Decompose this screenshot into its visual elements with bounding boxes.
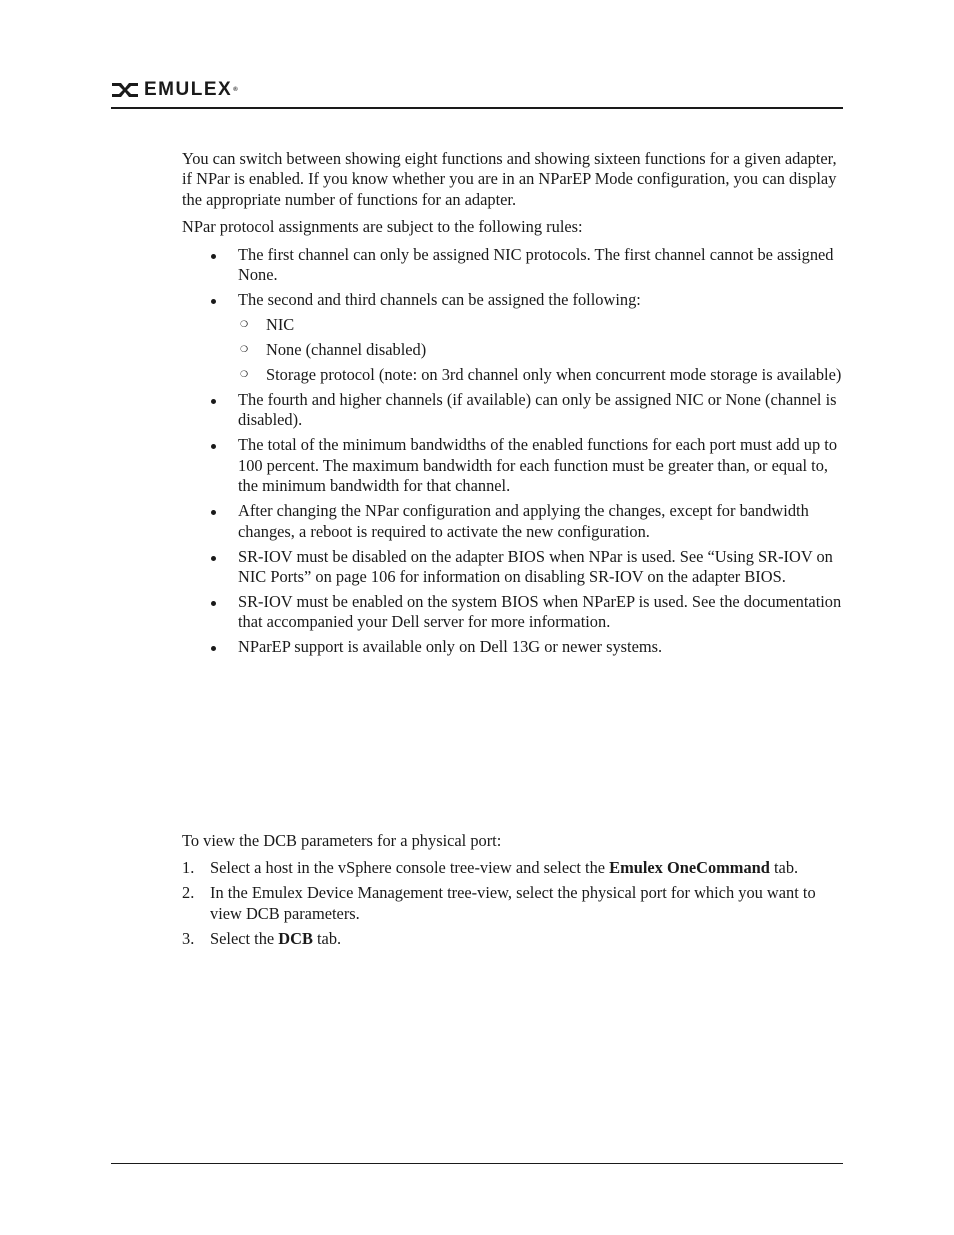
bullet-icon — [211, 601, 216, 606]
emulex-mark-icon — [111, 80, 139, 100]
bullet-icon — [211, 556, 216, 561]
step-item: 1. Select a host in the vSphere console tree-view and select the Emulex OneCommand tab. — [182, 858, 799, 878]
rules-paragraph: NPar protocol assignments are subject to the following rules: — [182, 217, 583, 237]
bullet-icon — [211, 254, 216, 259]
step-item: 3. Select the DCB tab. — [182, 928, 342, 948]
sub-list-item: ❍ None (channel disabled) — [240, 340, 427, 360]
footer-rule — [111, 1163, 843, 1164]
list-item: The second and third channels can be assigned the following: ❍ NIC ❍ None (channel disabled) ❍ Storage protocol (note: on 3rd channel only when concurrent mode storage is available) — [182, 290, 842, 385]
list-item: SR-IOV must be disabled on the adapter BIOS when NPar is used. See “Using SR-IOV on NIC Ports” on page 106 for information on disabling SR-IOV on the adapter BIOS. — [182, 547, 842, 588]
bullet-icon — [211, 399, 216, 404]
list-item: The first channel can only be assigned NIC protocols. The first channel cannot be assigned None. — [182, 245, 842, 286]
step-item: 2. In the Emulex Device Management tree-view, select the physical port for which you want to view DCB parameters. — [182, 883, 816, 923]
dcb-intro: To view the DCB parameters for a physical port: — [182, 831, 502, 850]
bullet-icon — [211, 299, 216, 304]
dcb-section — [182, 831, 842, 954]
sub-list — [238, 315, 842, 385]
list-item: SR-IOV must be enabled on the system BIOS when NParEP is used. See the documentation that accompanied your Dell server for more information. — [182, 592, 842, 633]
logo-wordmark: EMULEX® — [144, 79, 240, 100]
sub-list-item: ❍ NIC — [240, 315, 295, 335]
list-item: After changing the NPar configuration and applying the changes, except for bandwidth changes, a reboot is required to activate the new configuration. — [182, 501, 842, 542]
list-item: NParEP support is available only on Dell 13G or newer systems. — [182, 637, 842, 657]
circle-bullet-icon: ❍ — [240, 370, 249, 381]
list-item: The fourth and higher channels (if available) can only be assigned NIC or None (channel is disabled). — [182, 390, 842, 431]
bullet-icon — [211, 444, 216, 449]
main-content — [182, 149, 842, 662]
emulex-logo — [111, 80, 239, 100]
rules-list — [182, 245, 842, 658]
circle-bullet-icon: ❍ — [240, 345, 249, 356]
list-item: The total of the minimum bandwidths of the enabled functions for each port must add up to 100 percent. The maximum bandwidth for each function must be greater than, or equal to, the minimum bandwidth for that channel. — [182, 435, 842, 496]
intro-paragraph: You can switch between showing eight functions and showing sixteen functions for a given adapter, if NPar is enabled. If you know whether you are in an NParEP Mode configuration, you can display the appropriate number of functions for an adapter. — [182, 149, 837, 209]
circle-bullet-icon: ❍ — [240, 320, 249, 331]
sub-list-item: ❍ Storage protocol (note: on 3rd channel only when concurrent mode storage is available) — [240, 365, 842, 385]
bullet-icon — [211, 646, 216, 651]
bullet-icon — [211, 510, 216, 515]
dcb-steps — [182, 858, 842, 949]
header-rule — [111, 107, 843, 109]
